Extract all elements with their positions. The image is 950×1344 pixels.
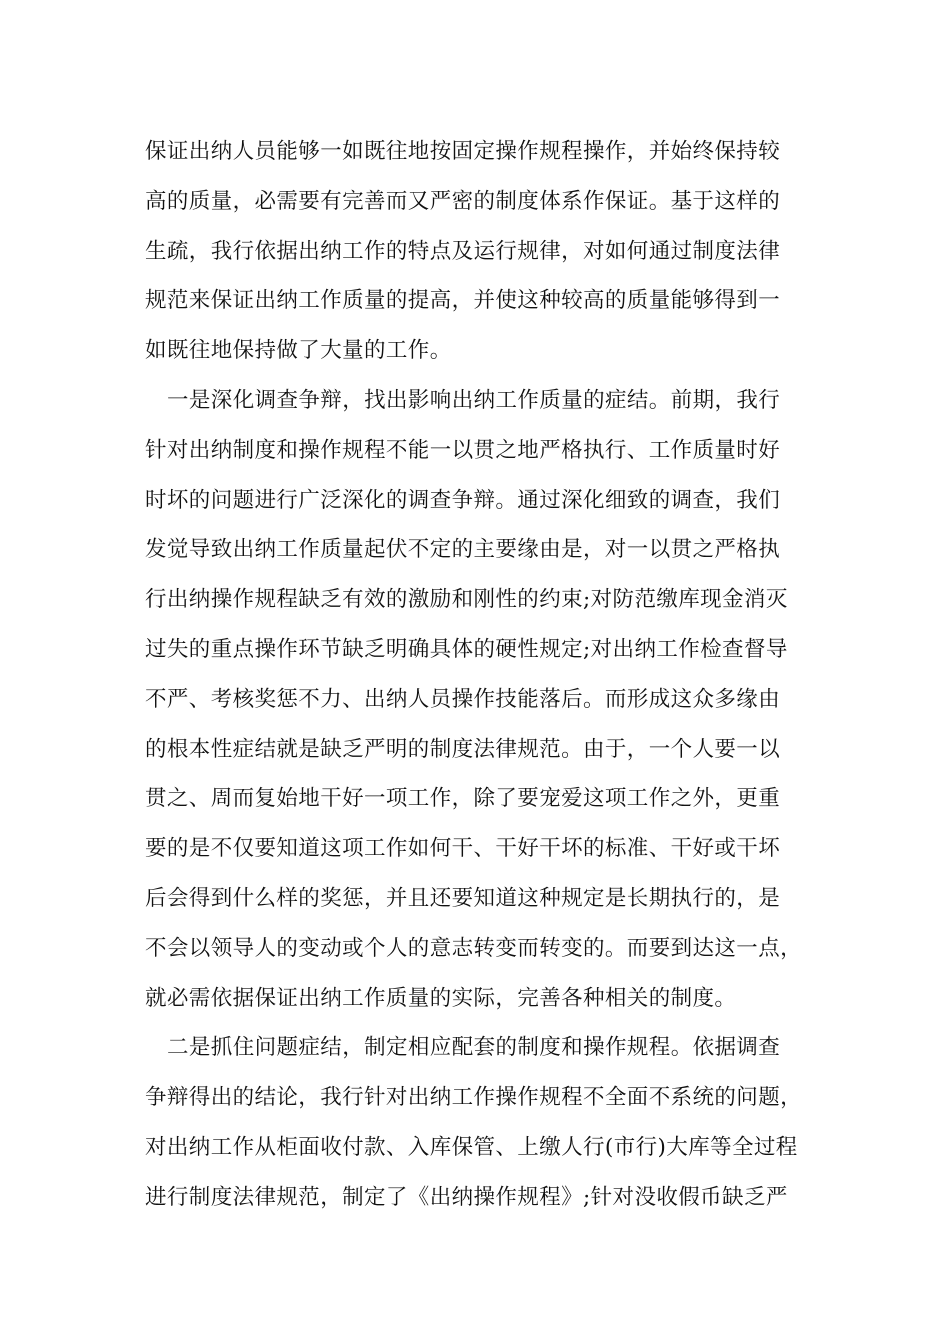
text-line: 行出纳操作规程缺乏有效的激励和刚性的约束;对防范缴库现金消灭 [145,587,788,613]
text-line: 对出纳工作从柜面收付款、入库保管、上缴人行(市行)大库等全过程 [145,1134,798,1160]
text-line: 贯之、周而复始地干好一项工作，除了要宠爱这项工作之外，更重 [145,786,781,812]
text-line: 要的是不仅要知道这项工作如何干、干好干坏的标准、干好或干坏 [145,836,781,862]
text-line: 如既往地保持做了大量的工作。 [145,338,452,364]
text-line: 高的质量，必需要有完善而又严密的制度体系作保证。基于这样的 [145,188,781,214]
text-line: 进行制度法律规范，制定了《出纳操作规程》;针对没收假币缺乏严 [145,1184,788,1210]
text-line: 保证出纳人员能够一如既往地按固定操作规程操作，并始终保持较 [145,139,781,164]
text-line: 后会得到什么样的奖惩，并且还要知道这种规定是长期执行的，是 [145,885,781,911]
text-line: 过失的重点操作环节缺乏明确具体的硬性规定;对出纳工作检查督导 [145,636,788,662]
text-line: 不严、考核奖惩不力、出纳人员操作技能落后。而形成这众多缘由 [145,686,781,712]
text-line: 争辩得出的结论，我行针对出纳工作操作规程不全面不系统的问题， [145,1085,803,1111]
text-line: 时坏的问题进行广泛深化的调查争辩。通过深化细致的调查，我们 [145,487,781,513]
text-line: 不会以领导人的变动或个人的意志转变而转变的。而要到达这一点， [145,935,803,961]
text-line: 的根本性症结就是缺乏严明的制度法律规范。由于，一个人要一以 [145,736,781,762]
text-line: 发觉导致出纳工作质量起伏不定的主要缘由是，对一以贯之严格执 [145,537,781,563]
paragraph-first-line: 二是抓住问题症结，制定相应配套的制度和操作规程。依据调查 [167,1035,781,1061]
paragraph-first-line: 一是深化调查争辩，找出影响出纳工作质量的症结。前期，我行 [167,387,781,413]
text-line: 针对出纳制度和操作规程不能一以贯之地严格执行、工作质量时好 [145,437,781,463]
text-line: 就必需依据保证出纳工作质量的实际，完善各种相关的制度。 [145,985,737,1011]
text-line: 规范来保证出纳工作质量的提高，并使这种较高的质量能够得到一 [145,288,781,314]
text-line: 生疏，我行依据出纳工作的特点及运行规律，对如何通过制度法律 [145,238,781,264]
document-body [145,127,835,1223]
